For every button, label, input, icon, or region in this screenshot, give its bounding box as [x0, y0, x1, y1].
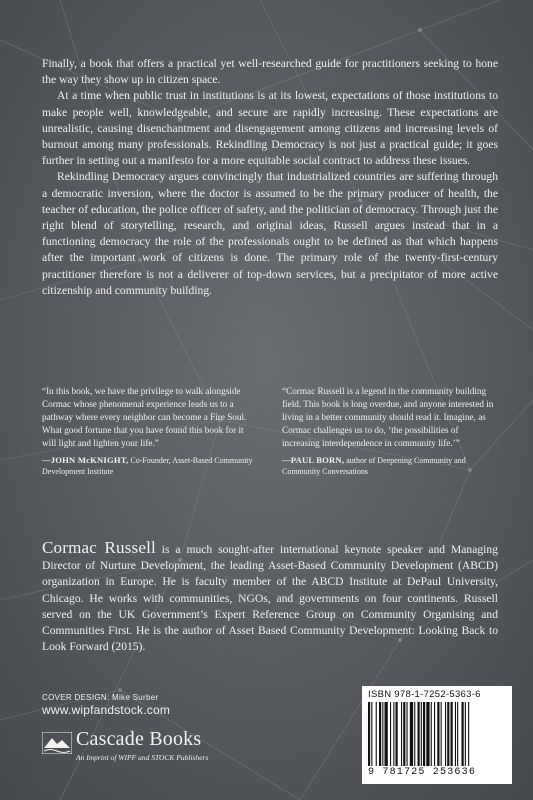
- endorsement-text: “In this book, we have the privilege to walk alongside Cormac whose phenomenal experience leads us to a pathway where every neighbor can become a Fire Soul. What good fortune that you have found this book for it will light and lighten your life.”: [42, 386, 247, 449]
- endorsement-attribution: [42, 455, 254, 477]
- cover-design-credit: COVER DESIGN: Mike Surber: [42, 693, 159, 702]
- barcode-bar: [465, 702, 466, 766]
- barcode-bar: [390, 702, 391, 766]
- barcode-bar: [421, 702, 422, 766]
- endorsement-mcknight: [42, 385, 254, 477]
- barcode-bar: [462, 702, 464, 766]
- barcode-bar: [434, 702, 435, 766]
- isbn-barcode-box: [362, 686, 512, 784]
- barcode-bar: [401, 702, 402, 766]
- endorsement-text: “Cormac Russell is a legend in the community building field. This book is long overdue, and anyone interested in living in a better community should read it. Imagine, as Cormac challenges us to do, ‘the possibilities of increasing interdependence in community life.’”: [282, 386, 494, 449]
- barcode-bar: [418, 702, 420, 766]
- endorsement-born: [282, 385, 496, 477]
- barcode-bar: [407, 702, 408, 766]
- back-cover-blurb: [42, 56, 498, 299]
- barcode-bar: [423, 702, 425, 766]
- barcode-bar: [396, 702, 398, 766]
- barcode-bar: [468, 702, 469, 766]
- barcode-bar: [431, 702, 432, 766]
- barcode-bar: [451, 702, 453, 766]
- endorsement-attribution: [282, 455, 496, 477]
- endorser-name: —PAUL BORN,: [282, 455, 345, 466]
- publisher-website: www.wipfandstock.com: [42, 703, 171, 717]
- mountain-wave-icon: [42, 732, 72, 754]
- author-bio-text: is a much sought-after international keynote speaker and Managing Director of Nurture Development, the leading Asset-Based Community Development (ABCD) organization in Europe. He is faculty member of the ABCD Institute at DePaul University, Chicago. He works with communities, NGOs, and governments on four continents. Russell served on the UK Government’s Expert Reference Group on Community Organising and Communities First. He is the author of Asset Based Community Development: Looking Back to Look Forward (2015).: [42, 543, 498, 654]
- barcode-digits: 9 781725 253636: [368, 767, 477, 778]
- publisher-name: Cascade Books: [76, 728, 202, 750]
- barcode-bar: [371, 702, 372, 766]
- barcode-bar: [376, 702, 377, 766]
- barcode-bar: [403, 702, 405, 766]
- endorser-name: —JOHN McKNIGHT,: [42, 455, 129, 466]
- barcode-bar: [426, 702, 429, 766]
- barcode-bar: [368, 702, 370, 766]
- barcode-bar: [410, 702, 413, 766]
- barcode-bar: [447, 702, 449, 766]
- barcode-bar: [385, 702, 388, 766]
- barcode-bar: [393, 702, 394, 766]
- barcode-bar: [437, 702, 439, 766]
- barcode-bar: [379, 702, 381, 766]
- barcode-bar: [457, 702, 458, 766]
- barcode-bar: [445, 702, 446, 766]
- barcode-bar: [414, 702, 415, 766]
- publisher-logo: [42, 726, 242, 774]
- barcode: [368, 702, 506, 766]
- publisher-imprint: An Imprint of WIPF and STOCK Publishers: [76, 753, 209, 762]
- author-name: Cormac Russell: [42, 538, 156, 557]
- endorser-affiliation: author of Deepening Community and Community Conversations: [282, 456, 466, 477]
- barcode-bar: [441, 702, 442, 766]
- barcode-bar: [382, 702, 383, 766]
- isbn-label: ISBN 978-1-7252-5363-6: [368, 689, 481, 700]
- blurb-paragraph-3: Rekindling Democracy argues convincingly that industrialized countries are suffering through a democratic inversion, where the doctor is assumed to be the primary producer of health, the teacher of education, the police officer of safety, and the politician of democracy. Through just the right blend of storytelling, research, and original ideas, Russell argues instead that in a functioning democracy the role of the professionals ought to be defined as that which happens after the important work of citizens is done. The primary role of the twenty-first-century practitioner therefore is not a deliverer of top-down services, but a precipitator of more active citizenship and community building.: [42, 170, 498, 297]
- barcode-bar: [455, 702, 456, 766]
- blurb-paragraph-1: Finally, a book that offers a practical yet well-researched guide for practitioners seeking to hone the way they show up in citizen space.: [42, 57, 498, 87]
- author-bio: [42, 540, 498, 655]
- blurb-paragraph-2: At a time when public trust in institutions is at its lowest, expectations of those institutions to make people well, knowledgeable, and secure are rapidly increasing. These expectations are unrealistic, causing disenchantment and disengagement among citizens and increasing levels of burnout among many professionals. Rekindling Democracy is not just a practical guide; it goes further in setting out a manifesto for a more equitable social contract to address these issues.: [42, 89, 498, 168]
- endorser-affiliation: Co-Founder, Asset-Based Community Development Institute: [42, 456, 253, 477]
